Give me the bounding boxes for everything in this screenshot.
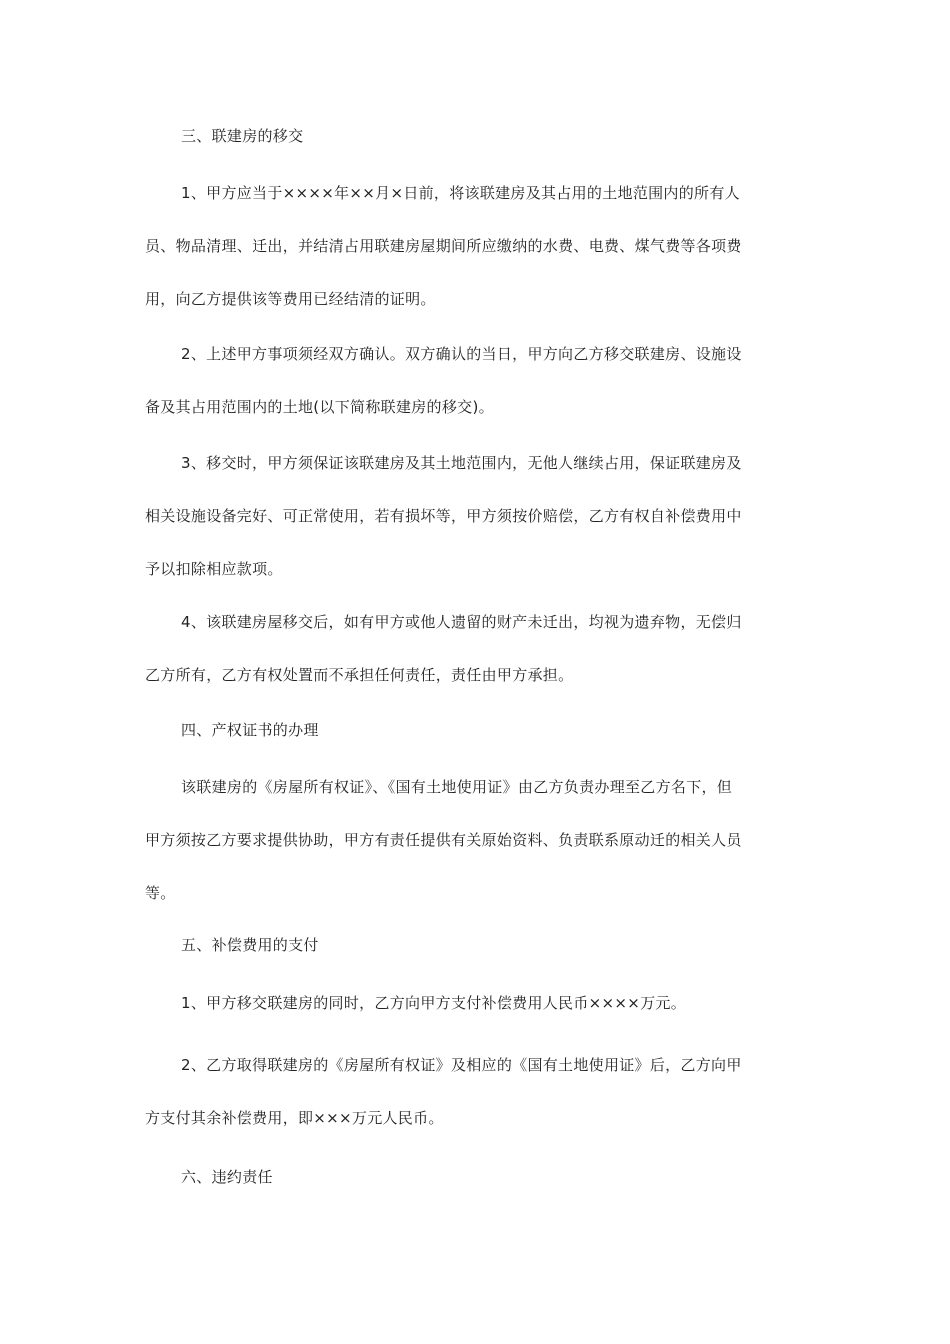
paragraph-line: 3、移交时，甲方须保证该联建房及其土地范围内，无他人继续占用，保证联建房及 [181,454,742,472]
paragraph-certificate [145,761,805,920]
paragraph-line: 1、甲方移交联建房的同时，乙方向甲方支付补偿费用人民币××××万元。 [181,994,687,1012]
paragraph-line: 备及其占用范围内的土地(以下简称联建房的移交)。 [145,398,494,416]
paragraph-transfer-1 [145,167,805,326]
paragraph-line: 相关设施设备完好、可正常使用，若有损坏等，甲方须按价赔偿，乙方有权自补偿费用中 [145,507,742,525]
paragraph-line: 该联建房的《房屋所有权证》、《国有土地使用证》由乙方负责办理至乙方名下，但 [181,778,733,796]
paragraph-line: 甲方须按乙方要求提供协助，甲方有责任提供有关原始资料、负责联系原动迁的相关人员 [145,831,742,849]
paragraph-transfer-2 [145,328,805,434]
paragraph-line: 乙方所有，乙方有权处置而不承担任何责任，责任由甲方承担。 [145,666,574,684]
paragraph-line: 2、上述甲方事项须经双方确认。双方确认的当日，甲方向乙方移交联建房、设施设 [181,345,742,363]
paragraph-transfer-3 [145,437,805,596]
section-heading-transfer: 三、联建房的移交 [181,127,304,145]
section-heading-liability: 六、违约责任 [181,1168,273,1186]
paragraph-transfer-4 [145,596,805,702]
paragraph-line: 予以扣除相应款项。 [145,560,283,578]
section-heading-certificate: 四、产权证书的办理 [181,721,319,739]
paragraph-line: 员、物品清理、迁出，并结清占用联建房屋期间所应缴纳的水费、电费、煤气费等各项费 [145,237,742,255]
paragraph-line: 2、乙方取得联建房的《房屋所有权证》及相应的《国有土地使用证》后，乙方向甲 [181,1056,742,1074]
paragraph-payment-1 [145,977,805,1030]
paragraph-line: 1、甲方应当于××××年××月×日前，将该联建房及其占用的土地范围内的所有人 [181,184,740,202]
section-heading-payment: 五、补偿费用的支付 [181,936,319,954]
paragraph-line: 用，向乙方提供该等费用已经结清的证明。 [145,290,436,308]
paragraph-line: 方支付其余补偿费用，即×××万元人民币。 [145,1109,444,1127]
paragraph-payment-2 [145,1039,805,1145]
paragraph-line: 等。 [145,884,176,902]
paragraph-line: 4、该联建房屋移交后，如有甲方或他人遗留的财产未迁出，均视为遗弃物，无偿归 [181,613,742,631]
